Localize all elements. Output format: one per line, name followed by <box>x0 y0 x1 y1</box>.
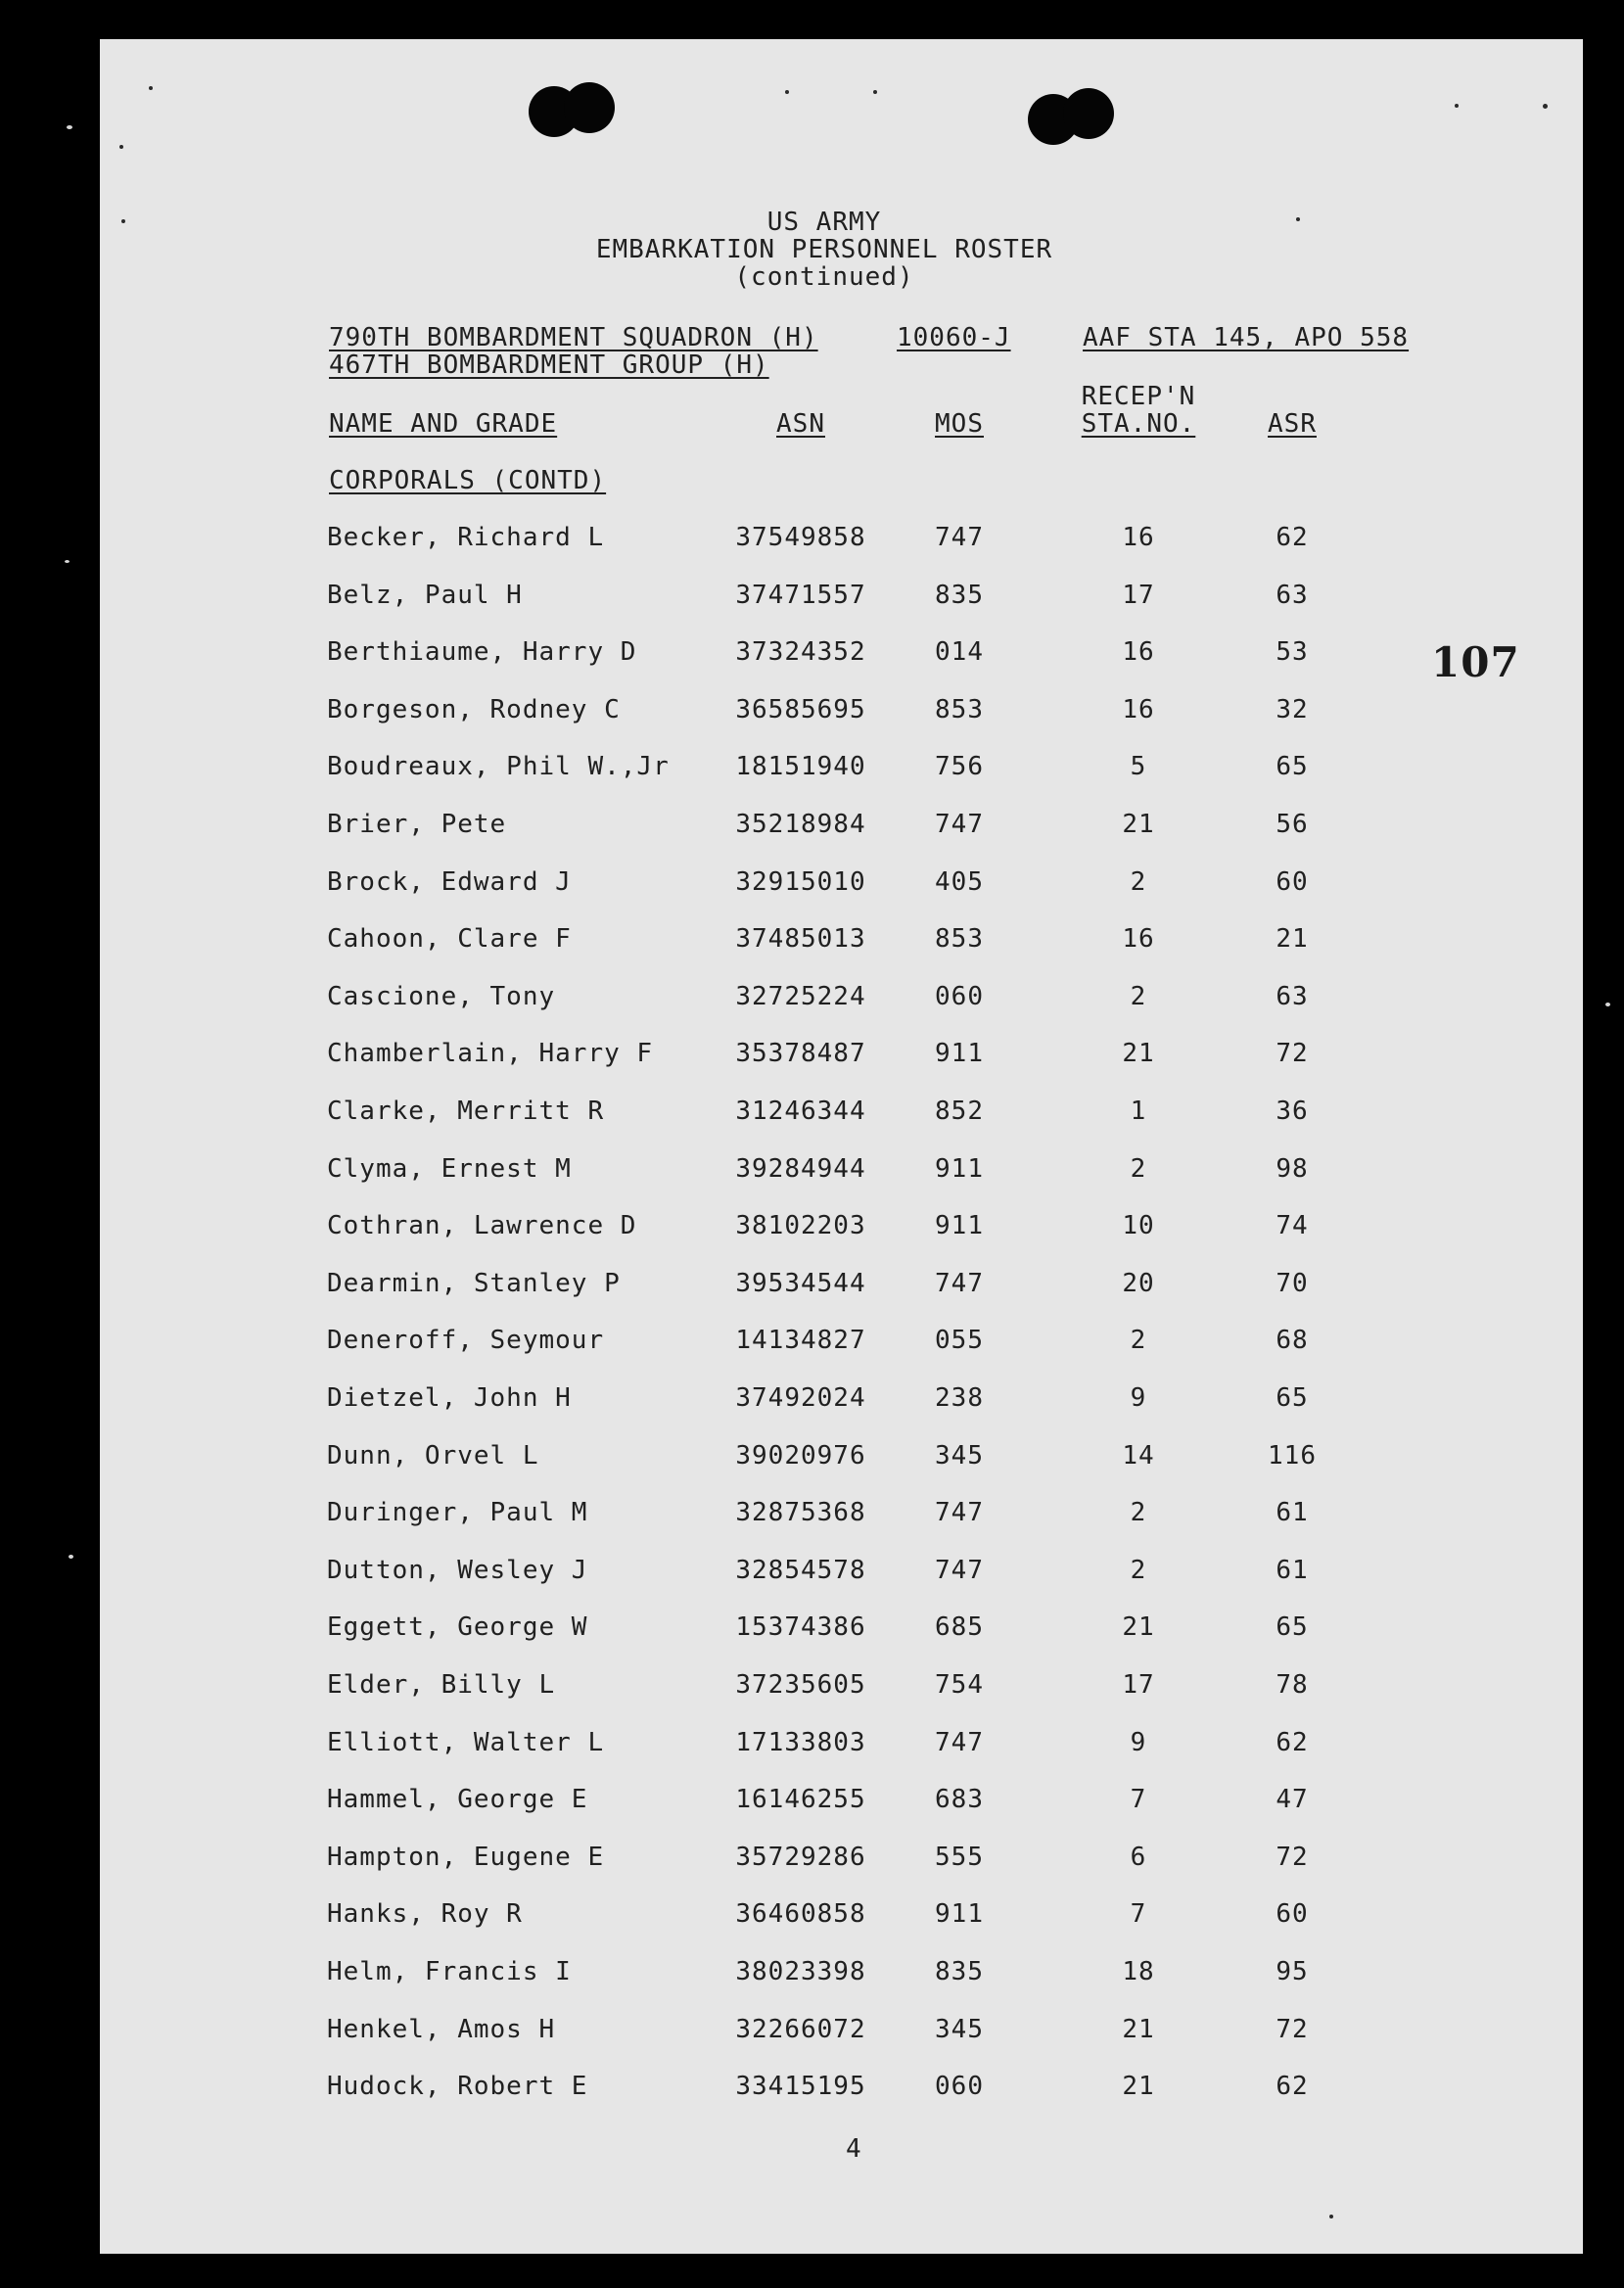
row-mos: 911 <box>935 1211 984 1241</box>
unit-code: 10060-J <box>897 323 1011 352</box>
row-mos: 060 <box>935 981 984 1011</box>
row-asn: 35378487 <box>735 1039 866 1069</box>
row-asn: 37549858 <box>735 523 866 552</box>
row-name: Helm, Francis I <box>327 1957 572 1986</box>
row-mos: 747 <box>935 1498 984 1528</box>
row-sta-no: 17 <box>1122 1670 1155 1700</box>
row-sta-no: 6 <box>1130 1842 1147 1872</box>
row-mos: 852 <box>935 1097 984 1126</box>
paper-speck <box>785 90 789 94</box>
row-mos: 345 <box>935 1440 984 1471</box>
row-mos: 911 <box>935 1153 984 1184</box>
row-name: Elder, Billy L <box>327 1670 556 1700</box>
row-name: Elliott, Walter L <box>327 1727 605 1757</box>
row-asn: 18151940 <box>735 752 866 782</box>
table-row <box>100 1728 1583 1757</box>
row-name: Hanks, Roy R <box>327 1899 523 1930</box>
row-mos: 853 <box>935 924 984 955</box>
row-mos: 853 <box>935 694 984 724</box>
document-title-line3: (continued) <box>734 262 914 292</box>
table-row <box>100 2015 1583 2044</box>
table-row <box>100 867 1583 897</box>
table-row <box>100 1498 1583 1527</box>
table-row <box>100 1097 1583 1126</box>
punch-hole <box>564 82 615 133</box>
row-asr: 98 <box>1276 1153 1309 1184</box>
row-asr: 21 <box>1276 924 1309 955</box>
row-asr: 74 <box>1276 1211 1309 1241</box>
table-row <box>100 695 1583 724</box>
row-sta-no: 5 <box>1130 752 1147 782</box>
row-name: Belz, Paul H <box>327 580 523 610</box>
row-asn: 38102203 <box>735 1211 866 1241</box>
row-sta-no: 9 <box>1130 1727 1147 1757</box>
table-row <box>100 1211 1583 1240</box>
punch-hole <box>1063 88 1114 139</box>
row-sta-no: 2 <box>1130 1326 1147 1356</box>
row-mos: 835 <box>935 580 984 610</box>
row-asn: 37235605 <box>735 1670 866 1700</box>
row-asn: 32915010 <box>735 866 866 897</box>
row-name: Becker, Richard L <box>327 523 605 552</box>
table-row <box>100 924 1583 954</box>
margin-speck <box>67 125 72 129</box>
paper-speck <box>1455 104 1459 108</box>
row-mos: 238 <box>935 1383 984 1413</box>
table-row <box>100 637 1583 667</box>
document-title-line2: EMBARKATION PERSONNEL ROSTER <box>595 235 1053 264</box>
row-mos: 747 <box>935 810 984 839</box>
row-sta-no: 7 <box>1130 1785 1147 1815</box>
row-asn: 32266072 <box>735 2014 866 2044</box>
row-asr: 62 <box>1276 1727 1309 1757</box>
paper-speck <box>119 145 123 149</box>
document-title-line1: US ARMY <box>766 208 882 237</box>
roster-page <box>100 39 1583 2254</box>
row-sta-no: 16 <box>1122 924 1155 955</box>
row-mos: 060 <box>935 2072 984 2102</box>
row-asr: 65 <box>1276 1612 1309 1643</box>
paper-speck <box>873 90 877 94</box>
row-sta-no: 16 <box>1122 523 1155 552</box>
row-asn: 15374386 <box>735 1612 866 1643</box>
row-asr: 62 <box>1276 2072 1309 2102</box>
row-sta-no: 10 <box>1122 1211 1155 1241</box>
row-name: Henkel, Amos H <box>327 2014 556 2044</box>
row-name: Dutton, Wesley J <box>327 1555 588 1585</box>
table-row <box>100 1670 1583 1700</box>
row-mos: 911 <box>935 1039 984 1069</box>
table-row <box>100 2072 1583 2101</box>
row-asn: 32854578 <box>735 1555 866 1585</box>
paper-speck <box>1543 104 1548 109</box>
table-row <box>100 1269 1583 1298</box>
row-asr: 56 <box>1276 810 1309 839</box>
row-name: Clarke, Merritt R <box>327 1097 605 1126</box>
margin-speck <box>69 1555 73 1559</box>
row-mos: 756 <box>935 752 984 782</box>
row-asr: 61 <box>1276 1555 1309 1585</box>
table-row <box>100 1556 1583 1585</box>
row-name: Deneroff, Seymour <box>327 1326 605 1356</box>
margin-speck <box>65 560 70 563</box>
page-number: 4 <box>846 2134 862 2164</box>
row-name: Dearmin, Stanley P <box>327 1268 621 1298</box>
row-name: Hammel, George E <box>327 1785 588 1815</box>
row-asn: 17133803 <box>735 1727 866 1757</box>
row-asn: 32875368 <box>735 1498 866 1528</box>
table-row <box>100 1785 1583 1814</box>
row-mos: 747 <box>935 523 984 552</box>
row-asn: 36585695 <box>735 694 866 724</box>
table-row <box>100 982 1583 1011</box>
row-sta-no: 17 <box>1122 580 1155 610</box>
stamped-page-number: 107 <box>1431 638 1520 686</box>
row-asn: 39534544 <box>735 1268 866 1298</box>
row-asn: 16146255 <box>735 1785 866 1815</box>
table-row <box>100 752 1583 781</box>
row-asr: 61 <box>1276 1498 1309 1528</box>
row-sta-no: 2 <box>1130 981 1147 1011</box>
column-header-mos: MOS <box>935 409 984 439</box>
table-row <box>100 1899 1583 1929</box>
table-row <box>100 1326 1583 1355</box>
row-sta-no: 21 <box>1122 810 1155 839</box>
row-name: Berthiaume, Harry D <box>327 637 637 668</box>
row-name: Chamberlain, Harry F <box>327 1039 654 1069</box>
row-mos: 685 <box>935 1612 984 1643</box>
row-asn: 39284944 <box>735 1153 866 1184</box>
row-sta-no: 21 <box>1122 2072 1155 2102</box>
row-name: Brock, Edward J <box>327 866 572 897</box>
row-asn: 37492024 <box>735 1383 866 1413</box>
row-asr: 36 <box>1276 1097 1309 1126</box>
row-asr: 72 <box>1276 1842 1309 1872</box>
table-row <box>100 1957 1583 1986</box>
row-name: Cahoon, Clare F <box>327 924 572 955</box>
row-asr: 65 <box>1276 1383 1309 1413</box>
row-sta-no: 2 <box>1130 1498 1147 1528</box>
row-asr: 70 <box>1276 1268 1309 1298</box>
row-asn: 31246344 <box>735 1097 866 1126</box>
row-sta-no: 2 <box>1130 1555 1147 1585</box>
row-asn: 14134827 <box>735 1326 866 1356</box>
section-title: CORPORALS (CONTD) <box>329 466 607 495</box>
row-name: Duringer, Paul M <box>327 1498 588 1528</box>
row-mos: 014 <box>935 637 984 668</box>
row-asr: 60 <box>1276 1899 1309 1930</box>
row-asn: 38023398 <box>735 1957 866 1986</box>
paper-speck <box>1329 2215 1333 2218</box>
row-name: Cascione, Tony <box>327 981 556 1011</box>
column-header-recep-line2: STA.NO. <box>1081 409 1196 439</box>
table-row <box>100 1441 1583 1471</box>
row-sta-no: 20 <box>1122 1268 1155 1298</box>
row-sta-no: 2 <box>1130 866 1147 897</box>
row-sta-no: 21 <box>1122 1612 1155 1643</box>
row-mos: 835 <box>935 1957 984 1986</box>
row-mos: 683 <box>935 1785 984 1815</box>
column-header-recep-line1: RECEP'N <box>1081 382 1196 411</box>
row-name: Borgeson, Rodney C <box>327 694 621 724</box>
row-sta-no: 7 <box>1130 1899 1147 1930</box>
row-sta-no: 1 <box>1130 1097 1147 1126</box>
table-row <box>100 581 1583 610</box>
group-name: 467TH BOMBARDMENT GROUP (H) <box>329 350 769 380</box>
row-asr: 95 <box>1276 1957 1309 1986</box>
row-mos: 747 <box>935 1268 984 1298</box>
table-row <box>100 1843 1583 1872</box>
row-name: Cothran, Lawrence D <box>327 1211 637 1241</box>
row-mos: 747 <box>935 1727 984 1757</box>
row-sta-no: 16 <box>1122 694 1155 724</box>
column-header-asn: ASN <box>776 409 825 439</box>
row-sta-no: 9 <box>1130 1383 1147 1413</box>
row-asr: 68 <box>1276 1326 1309 1356</box>
row-name: Hampton, Eugene E <box>327 1842 605 1872</box>
row-asn: 32725224 <box>735 981 866 1011</box>
table-row <box>100 810 1583 839</box>
paper-speck <box>149 86 153 90</box>
row-mos: 055 <box>935 1326 984 1356</box>
table-row <box>100 523 1583 552</box>
row-name: Brier, Pete <box>327 810 507 839</box>
row-asr: 32 <box>1276 694 1309 724</box>
row-name: Eggett, George W <box>327 1612 588 1643</box>
row-asr: 63 <box>1276 981 1309 1011</box>
row-asn: 33415195 <box>735 2072 866 2102</box>
row-name: Hudock, Robert E <box>327 2072 588 2102</box>
table-row <box>100 1039 1583 1068</box>
row-name: Dunn, Orvel L <box>327 1440 539 1471</box>
row-asr: 62 <box>1276 523 1309 552</box>
row-mos: 747 <box>935 1555 984 1585</box>
row-sta-no: 21 <box>1122 2014 1155 2044</box>
row-sta-no: 14 <box>1122 1440 1155 1471</box>
row-asn: 36460858 <box>735 1899 866 1930</box>
row-name: Clyma, Ernest M <box>327 1153 572 1184</box>
row-asr: 60 <box>1276 866 1309 897</box>
row-asn: 35729286 <box>735 1842 866 1872</box>
row-sta-no: 2 <box>1130 1153 1147 1184</box>
column-header-asr: ASR <box>1268 409 1317 439</box>
table-row <box>100 1154 1583 1184</box>
row-asn: 39020976 <box>735 1440 866 1471</box>
row-mos: 555 <box>935 1842 984 1872</box>
row-name: Boudreaux, Phil W.,Jr <box>327 752 670 782</box>
table-row <box>100 1383 1583 1413</box>
station-info: AAF STA 145, APO 558 <box>1083 323 1410 352</box>
column-header-name: NAME AND GRADE <box>329 409 558 439</box>
row-asn: 37324352 <box>735 637 866 668</box>
row-mos: 405 <box>935 866 984 897</box>
table-row <box>100 1612 1583 1642</box>
row-mos: 911 <box>935 1899 984 1930</box>
row-asr: 65 <box>1276 752 1309 782</box>
row-sta-no: 21 <box>1122 1039 1155 1069</box>
row-asr: 72 <box>1276 1039 1309 1069</box>
row-asn: 37485013 <box>735 924 866 955</box>
row-mos: 754 <box>935 1670 984 1700</box>
row-asr: 63 <box>1276 580 1309 610</box>
row-sta-no: 18 <box>1122 1957 1155 1986</box>
row-asn: 37471557 <box>735 580 866 610</box>
row-mos: 345 <box>935 2014 984 2044</box>
margin-speck <box>1605 1003 1610 1006</box>
row-asr: 47 <box>1276 1785 1309 1815</box>
squadron-name: 790TH BOMBARDMENT SQUADRON (H) <box>329 323 818 352</box>
row-asr: 116 <box>1268 1440 1317 1471</box>
row-asr: 72 <box>1276 2014 1309 2044</box>
row-sta-no: 16 <box>1122 637 1155 668</box>
row-asn: 35218984 <box>735 810 866 839</box>
row-asr: 78 <box>1276 1670 1309 1700</box>
row-asr: 53 <box>1276 637 1309 668</box>
row-name: Dietzel, John H <box>327 1383 572 1413</box>
